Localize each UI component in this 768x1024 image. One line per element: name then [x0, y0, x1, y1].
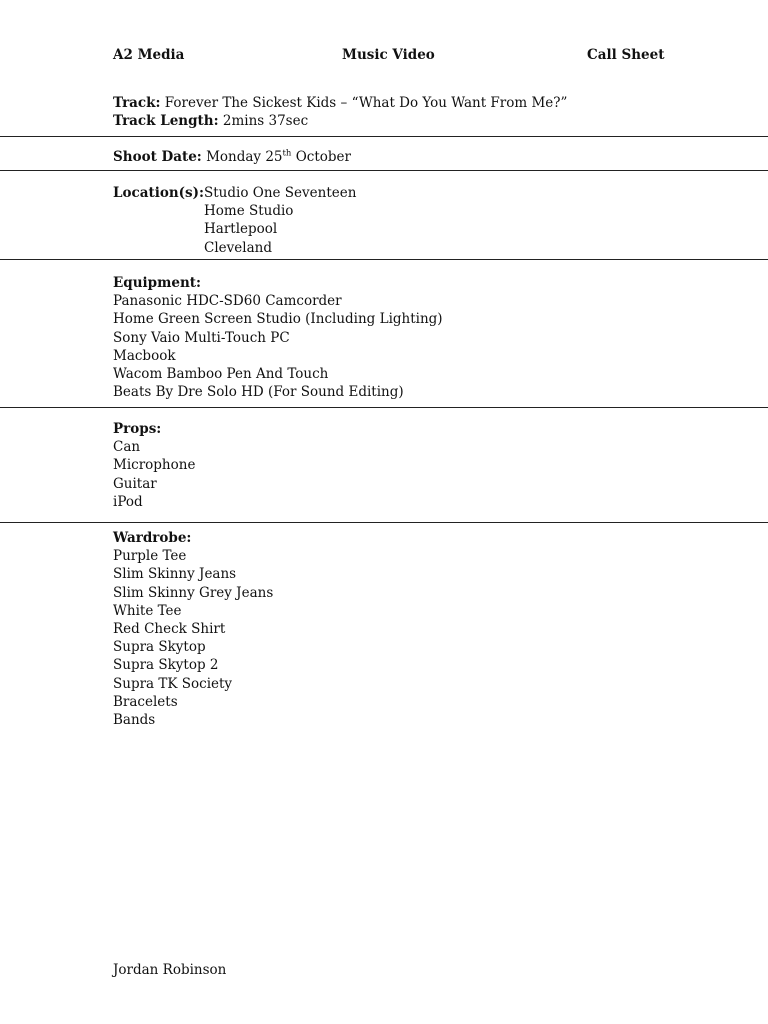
locations-label: Location(s): [113, 185, 205, 201]
divider [0, 259, 768, 260]
list-item: Home Green Screen Studio (Including Lighting) [113, 311, 443, 328]
list-item: Bands [113, 712, 156, 729]
list-item: Red Check Shirt [113, 621, 226, 638]
list-item: Cleveland [204, 239, 272, 256]
list-item: Guitar [113, 475, 157, 492]
locations-list [204, 184, 356, 257]
list-item: Supra Skytop 2 [113, 657, 219, 674]
track-length-line [113, 112, 308, 130]
list-item: Studio One Seventeen [204, 185, 357, 201]
divider [0, 522, 768, 523]
list-item: Beats By Dre Solo HD (For Sound Editing) [113, 384, 404, 401]
shoot-date-line [113, 148, 351, 166]
wardrobe-section [113, 529, 273, 729]
list-item: Microphone [113, 457, 196, 474]
equipment-label: Equipment: [113, 275, 202, 291]
divider [0, 136, 768, 137]
list-item: White Tee [113, 602, 182, 619]
track-label: Track: [113, 95, 161, 111]
list-item: iPod [113, 493, 143, 510]
list-item: Can [113, 439, 141, 456]
list-item: Purple Tee [113, 548, 187, 565]
header-org: A2 Media [113, 47, 185, 63]
equipment-section [113, 274, 443, 401]
list-item: Bracelets [113, 693, 178, 710]
list-item: Sony Vaio Multi-Touch PC [113, 329, 290, 346]
list-item: Supra TK Society [113, 675, 233, 692]
track-value: Forever The Sickest Kids – “What Do You Want From Me?” [164, 95, 568, 111]
track-length-label: Track Length: [113, 113, 219, 129]
shoot-date-label: Shoot Date: [113, 149, 202, 165]
list-item: Home Studio [204, 203, 294, 220]
list-item: Supra Skytop [113, 639, 206, 656]
wardrobe-label: Wardrobe: [113, 530, 192, 546]
divider [0, 170, 768, 171]
props-label: Props: [113, 421, 162, 437]
header-doc-type: Call Sheet [587, 47, 665, 63]
list-item: Wacom Bamboo Pen And Touch [113, 366, 329, 383]
track-line [113, 94, 567, 112]
list-item: Panasonic HDC-SD60 Camcorder [113, 293, 342, 310]
track-length-value: 2mins 37sec [222, 113, 309, 129]
list-item: Slim Skinny Jeans [113, 566, 237, 583]
author-name: Jordan Robinson [113, 962, 227, 978]
list-item: Macbook [113, 347, 176, 364]
header-project: Music Video [342, 47, 435, 63]
props-section [113, 420, 195, 511]
list-item: Hartlepool [204, 221, 278, 238]
list-item: Slim Skinny Grey Jeans [113, 584, 274, 601]
divider [0, 407, 768, 408]
shoot-date-value: Monday 25th October [206, 148, 351, 165]
